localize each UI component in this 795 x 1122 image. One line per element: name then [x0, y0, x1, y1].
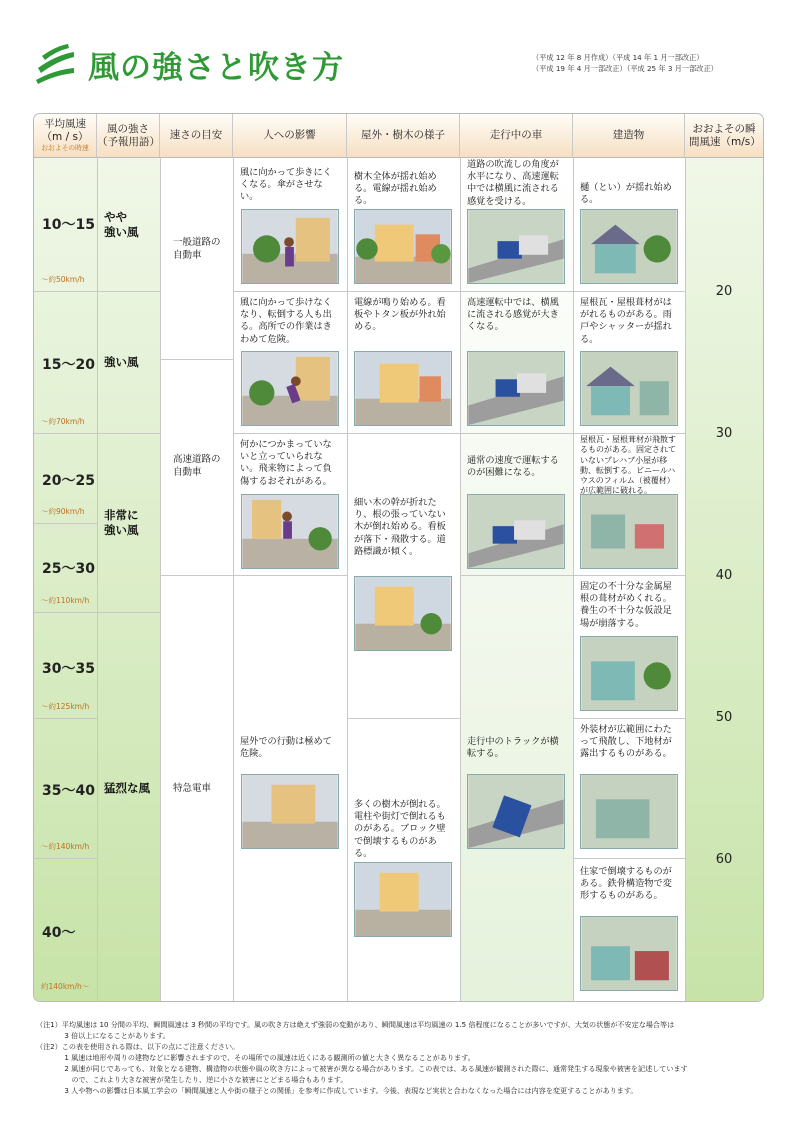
wind-table — [33, 113, 764, 1002]
illustration-trees-swaying — [354, 209, 452, 284]
building-effect: 屋根瓦・屋根葺材がはがれるものがある。雨戸やシャッターが揺れる。 — [580, 297, 672, 345]
page-title: 風の強さと吹き方 — [88, 50, 344, 86]
outdoor-effect: 多くの樹木が倒れる。電柱や街灯で倒れるものがある。ブロック壁で倒壊するものがある。 — [354, 799, 446, 859]
speed-range: 35〜40 — [42, 783, 95, 799]
footnote-line: 1 風速は地形や周りの建物などに影響されますので、その場所での風速は近くにある観測所の値と大きく異なることがあります。 — [36, 1053, 475, 1062]
gust-value: 40 — [715, 568, 733, 583]
footnote-line: ので、これより大きな被害が発生したり、逆に小さな被害にとどまる場合もあります。 — [36, 1075, 348, 1084]
illustration-exterior-flying — [580, 774, 678, 849]
illustration-person-falling — [241, 351, 339, 426]
divider — [97, 433, 160, 434]
footnote-line: 3 倍以上になることがあります。 — [36, 1031, 170, 1040]
illustration-metal-roof — [580, 636, 678, 711]
divider — [347, 157, 348, 1001]
illustration-truck-highway — [467, 351, 565, 426]
speed-kmh: 〜約70km/h — [41, 417, 85, 426]
divider — [34, 858, 97, 859]
strength-label: 非常に 強い風 — [104, 508, 139, 537]
gust-value: 30 — [715, 426, 733, 441]
footnote-line: （注2）この表を使用される際は、以下の点にご注意ください。 — [36, 1042, 240, 1051]
divider — [573, 157, 574, 1001]
people-effect: 何かにつかまっていないと立っていられない。飛来物によって負傷するおそれがある。 — [240, 439, 332, 487]
divider — [573, 575, 685, 576]
outdoor-effect: 電線が鳴り始める。看板やトタン板が外れ始める。 — [354, 297, 446, 333]
divider — [573, 718, 685, 719]
illustration-prefab-moving — [580, 494, 678, 569]
table-header — [34, 114, 763, 158]
footnote-line: （注1）平均風速は 10 分間の平均、瞬間風速は 3 秒間の平均です。風の吹き方は絶えず強弱の変動があり、瞬間風速は平均風速の 1.5 倍程度になることが多いですが、大気の状態が不安定な場合等は — [36, 1020, 675, 1029]
illustration-tree-falling — [354, 576, 452, 651]
building-effect: 屋根瓦・屋根葺材が飛散するものがある。固定されていないプレハブ小屋が移動、転倒する。ビニールハウスのフィルム（被覆材）が広範囲に破れる。 — [580, 435, 676, 496]
building-effect: 樋（とい）が揺れ始める。 — [580, 182, 672, 206]
divider — [34, 523, 97, 524]
header-people: 人への影響 — [233, 114, 347, 157]
divider — [573, 858, 685, 859]
revision-notes — [532, 52, 718, 74]
speed-guide: 特急電車 — [173, 783, 212, 794]
people-effect: 屋外での行動は極めて危険。 — [240, 736, 332, 760]
wind-logo-icon — [36, 42, 76, 84]
divider — [97, 157, 98, 1001]
speed-kmh: 〜約110km/h — [41, 596, 90, 605]
divider — [160, 575, 233, 576]
building-effect: 外装材が広範囲にわたって飛散し、下地材が露出するものがある。 — [580, 724, 672, 760]
divider — [460, 291, 573, 292]
strength-label: 猛烈な風 — [104, 781, 150, 795]
people-effect: 風に向かって歩きにくくなる。傘がさせない。 — [240, 167, 332, 203]
header-outdoor: 屋外・樹木の様子 — [347, 114, 460, 157]
divider — [34, 718, 97, 719]
footnotes — [36, 1019, 761, 1096]
outdoor-effect: 細い木の幹が折れたり、根の張っていない木が倒れ始める。看板が落下・飛散する。道路標識が傾く。 — [354, 497, 446, 557]
building-effect: 固定の不十分な金属屋根の葺材がめくれる。養生の不十分な仮設足場が崩落する。 — [580, 581, 672, 629]
divider — [460, 157, 461, 1001]
footnote-line: 2 風速が同じであっても、対象となる建物、構造物の状態や風の吹き方によって被害が異なる場合があります。この表では、ある風速が観測された際に、通常発生する現象や被害を記述しています — [36, 1064, 688, 1073]
divider — [233, 433, 347, 434]
divider — [573, 291, 685, 292]
footnote-line: 3 人や物への影響は日本風工学会の「瞬間風速と人や街の様子との関係」を参考に作成しています。今後、表現など実状と合わなくなった場合には内容を変更することがあります。 — [36, 1086, 638, 1095]
divider — [97, 612, 160, 613]
divider — [233, 291, 347, 292]
illustration-truck-overturn — [467, 774, 565, 849]
strength-label: 強い風 — [104, 355, 139, 369]
speed-kmh: 〜約125km/h — [41, 702, 90, 711]
speed-range: 25〜30 — [42, 561, 95, 577]
speed-range: 30〜35 — [42, 661, 95, 677]
divider — [233, 157, 234, 1001]
car-effect: 道路の吹流しの角度が水平になり、高速運転中では横風に流される感覚を受ける。 — [467, 159, 559, 207]
people-effect: 風に向かって歩けなくなり、転倒する人も出る。高所での作業はきわめて危険。 — [240, 297, 332, 345]
header-building: 建造物 — [573, 114, 685, 157]
speed-guide: 一般道路の 自動車 — [173, 237, 221, 261]
speed-kmh: 〜約90km/h — [41, 507, 85, 516]
speed-kmh: 約140km/h〜 — [41, 982, 90, 991]
building-effect: 住家で倒壊するものがある。鉄骨構造物で変形するものがある。 — [580, 866, 672, 902]
speed-kmh: 〜約140km/h — [41, 842, 90, 851]
illustration-person-holding — [241, 494, 339, 569]
header-strength: 風の強さ （予報用語） — [97, 114, 160, 157]
illustration-truck-windsock — [467, 209, 565, 284]
illustration-house-gutter — [580, 209, 678, 284]
revision-line: （平成 12 年 8 月作成）（平成 14 年 1 月一部改正） — [532, 53, 704, 62]
divider — [34, 291, 97, 292]
outdoor-effect: 樹木全体が揺れ始める。電線が揺れ始める。 — [354, 171, 437, 207]
speed-range: 15〜20 — [42, 357, 95, 373]
speed-range: 40〜 — [42, 925, 76, 941]
illustration-collapsed-wall — [354, 862, 452, 937]
divider — [160, 359, 233, 360]
header-speed: 平均風速 （m / s） おおよその時速 — [34, 114, 97, 157]
speed-range: 20〜25 — [42, 473, 95, 489]
divider — [233, 575, 347, 576]
header-car: 走行中の車 — [460, 114, 573, 157]
divider — [573, 433, 685, 434]
gust-value: 50 — [715, 710, 733, 725]
divider — [460, 575, 573, 576]
speed-guide: 高速道路の 自動車 — [173, 454, 221, 478]
gust-value: 20 — [715, 284, 733, 299]
car-effect: 高速運転中では、横風に流される感覚が大きくなる。 — [467, 297, 559, 333]
strength-column-bg — [97, 157, 160, 1001]
divider — [347, 291, 460, 292]
illustration-signboard — [354, 351, 452, 426]
illustration-house-collapse — [580, 916, 678, 991]
car-effect: 通常の速度で運転するのが困難になる。 — [467, 455, 559, 479]
speed-range: 10〜15 — [42, 217, 95, 233]
divider — [347, 718, 460, 719]
strength-label: やや 強い風 — [104, 210, 139, 239]
divider — [97, 291, 160, 292]
illustration-person-walking — [241, 209, 339, 284]
illustration-truck-difficult — [467, 494, 565, 569]
divider — [347, 433, 460, 434]
divider — [460, 433, 573, 434]
speed-kmh: 〜約50km/h — [41, 275, 85, 284]
divider — [34, 433, 97, 434]
illustration-flying-debris — [241, 774, 339, 849]
revision-line: （平成 19 年 4 月一部改正）（平成 25 年 3 月一部改正） — [532, 64, 718, 73]
divider — [160, 157, 161, 1001]
divider — [34, 612, 97, 613]
header-guide: 速さの目安 — [160, 114, 233, 157]
gust-value: 60 — [715, 852, 733, 867]
illustration-roof-tiles — [580, 351, 678, 426]
car-effect: 走行中のトラックが横転する。 — [467, 736, 559, 760]
header-gust: おおよその瞬間風速（m/s） — [689, 122, 761, 148]
